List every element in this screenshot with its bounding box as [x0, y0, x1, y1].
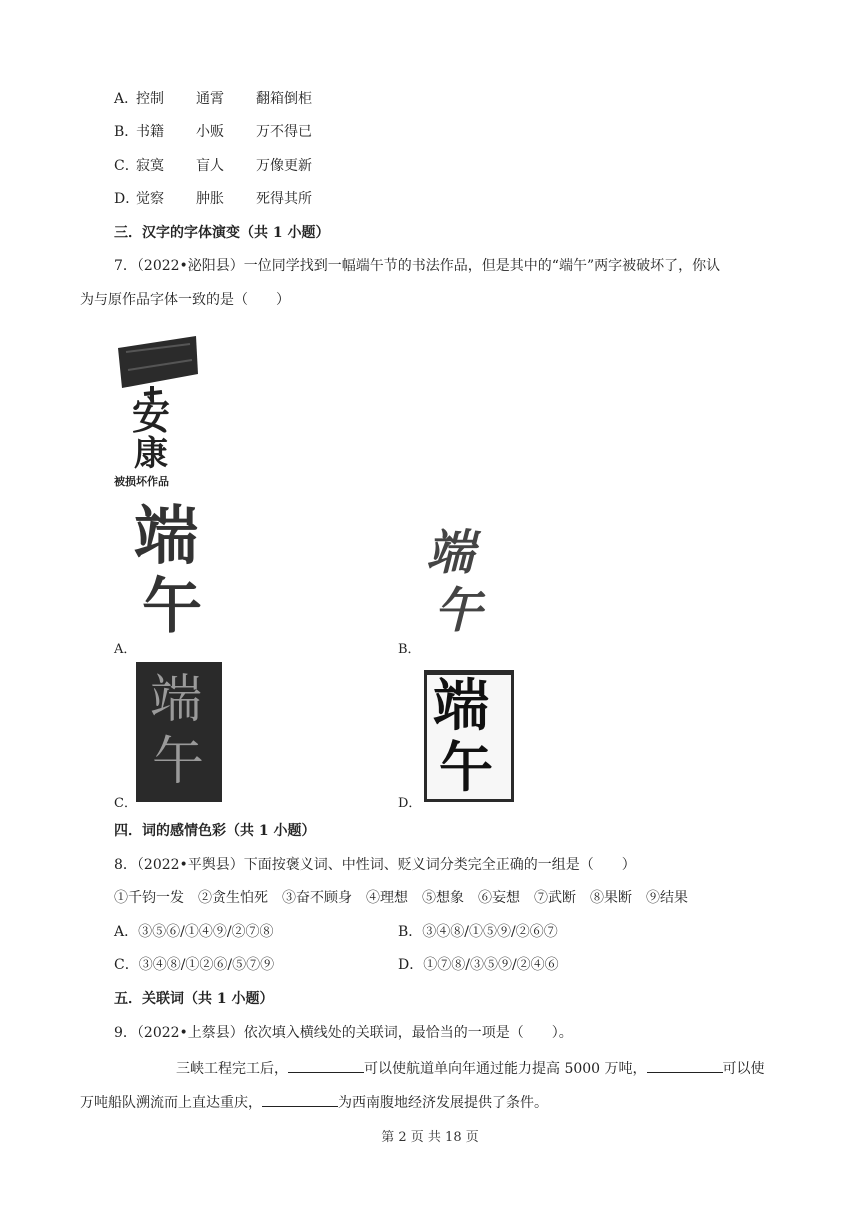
artwork-char: 安 — [132, 393, 171, 438]
q6-option-c: C．寂寞 盲人 万像更新 — [114, 158, 312, 174]
option-a-label: A． — [114, 642, 137, 657]
calligraphy-char: 端 — [134, 499, 198, 574]
calligraphy-char: 午 — [434, 583, 483, 639]
q8-option-c: C．③④⑧/①②⑥/⑤⑦⑨ — [114, 957, 275, 973]
option-a-calligraphy — [130, 499, 230, 652]
option-c-label: C． — [114, 796, 137, 811]
option-b-label: B． — [398, 642, 421, 657]
damaged-artwork-image — [112, 330, 202, 492]
calligraphy-char: 午 — [142, 572, 202, 642]
option-d-calligraphy — [424, 670, 514, 802]
artwork-caption: 被损坏作品 — [114, 475, 169, 488]
q8-stem: 8．（2022•平舆县）下面按褒义词、中性词、贬义词分类完全正确的一组是（ ） — [114, 857, 636, 873]
answer-blank[interactable] — [262, 1092, 338, 1107]
calligraphy-char: 端 — [426, 525, 475, 581]
calligraphy-char: 端 — [433, 673, 489, 739]
option-b-calligraphy — [424, 526, 504, 654]
q6-option-d: D．觉察 肿胀 死得其所 — [114, 191, 312, 207]
artwork-char: 康 — [134, 434, 168, 474]
q7-stem-line1: 7．（2022•泌阳县）一位同学找到一幅端午节的书法作品，但是其中的“端午”两字被破坏了，你认 — [114, 258, 721, 274]
section-heading: 三．汉字的字体演变（共 1 小题） — [114, 225, 330, 241]
q8-word-list: ①千钧一发 ②贪生怕死 ③奋不顾身 ④理想 ⑤想象 ⑥妄想 ⑦武断 ⑧果断 ⑨结果 — [114, 890, 688, 906]
calligraphy-char: 午 — [439, 735, 493, 799]
answer-blank[interactable] — [647, 1058, 723, 1073]
option-c-calligraphy — [136, 662, 222, 802]
q9-stem: 9．（2022•上蔡县）依次填入横线处的关联词，最恰当的一项是（ ）。 — [114, 1025, 573, 1041]
q9-passage-line1: 三峡工程完工后， 可以使航道单向年通过能力提高 5000 万吨， 可以使 — [176, 1058, 765, 1079]
q8-option-b: B．③④⑧/①⑤⑨/②⑥⑦ — [398, 924, 558, 940]
q8-option-d: D．①⑦⑧/③⑤⑨/②④⑥ — [398, 957, 559, 973]
option-d-label: D． — [398, 796, 422, 811]
page-footer: 第 2 页 共 18 页 — [381, 1130, 479, 1145]
answer-blank[interactable] — [288, 1058, 364, 1073]
q9-passage-line2: 万吨船队溯流而上直达重庆， 为西南腹地经济发展提供了条件。 — [80, 1092, 548, 1113]
q7-stem-line2: 为与原作品字体一致的是（ ） — [80, 292, 290, 308]
section-heading: 四．词的感情色彩（共 1 小题） — [114, 823, 316, 839]
section-heading: 五．关联词（共 1 小题） — [114, 991, 274, 1007]
q8-option-a: A．③⑤⑥/①④⑨/②⑦⑧ — [114, 924, 274, 940]
calligraphy-char: 午 — [152, 732, 205, 792]
q6-option-a: A．控制 通霄 翻箱倒柜 — [114, 91, 312, 107]
calligraphy-char: 端 — [150, 670, 203, 730]
q6-option-b: B．书籍 小贩 万不得已 — [114, 124, 312, 140]
